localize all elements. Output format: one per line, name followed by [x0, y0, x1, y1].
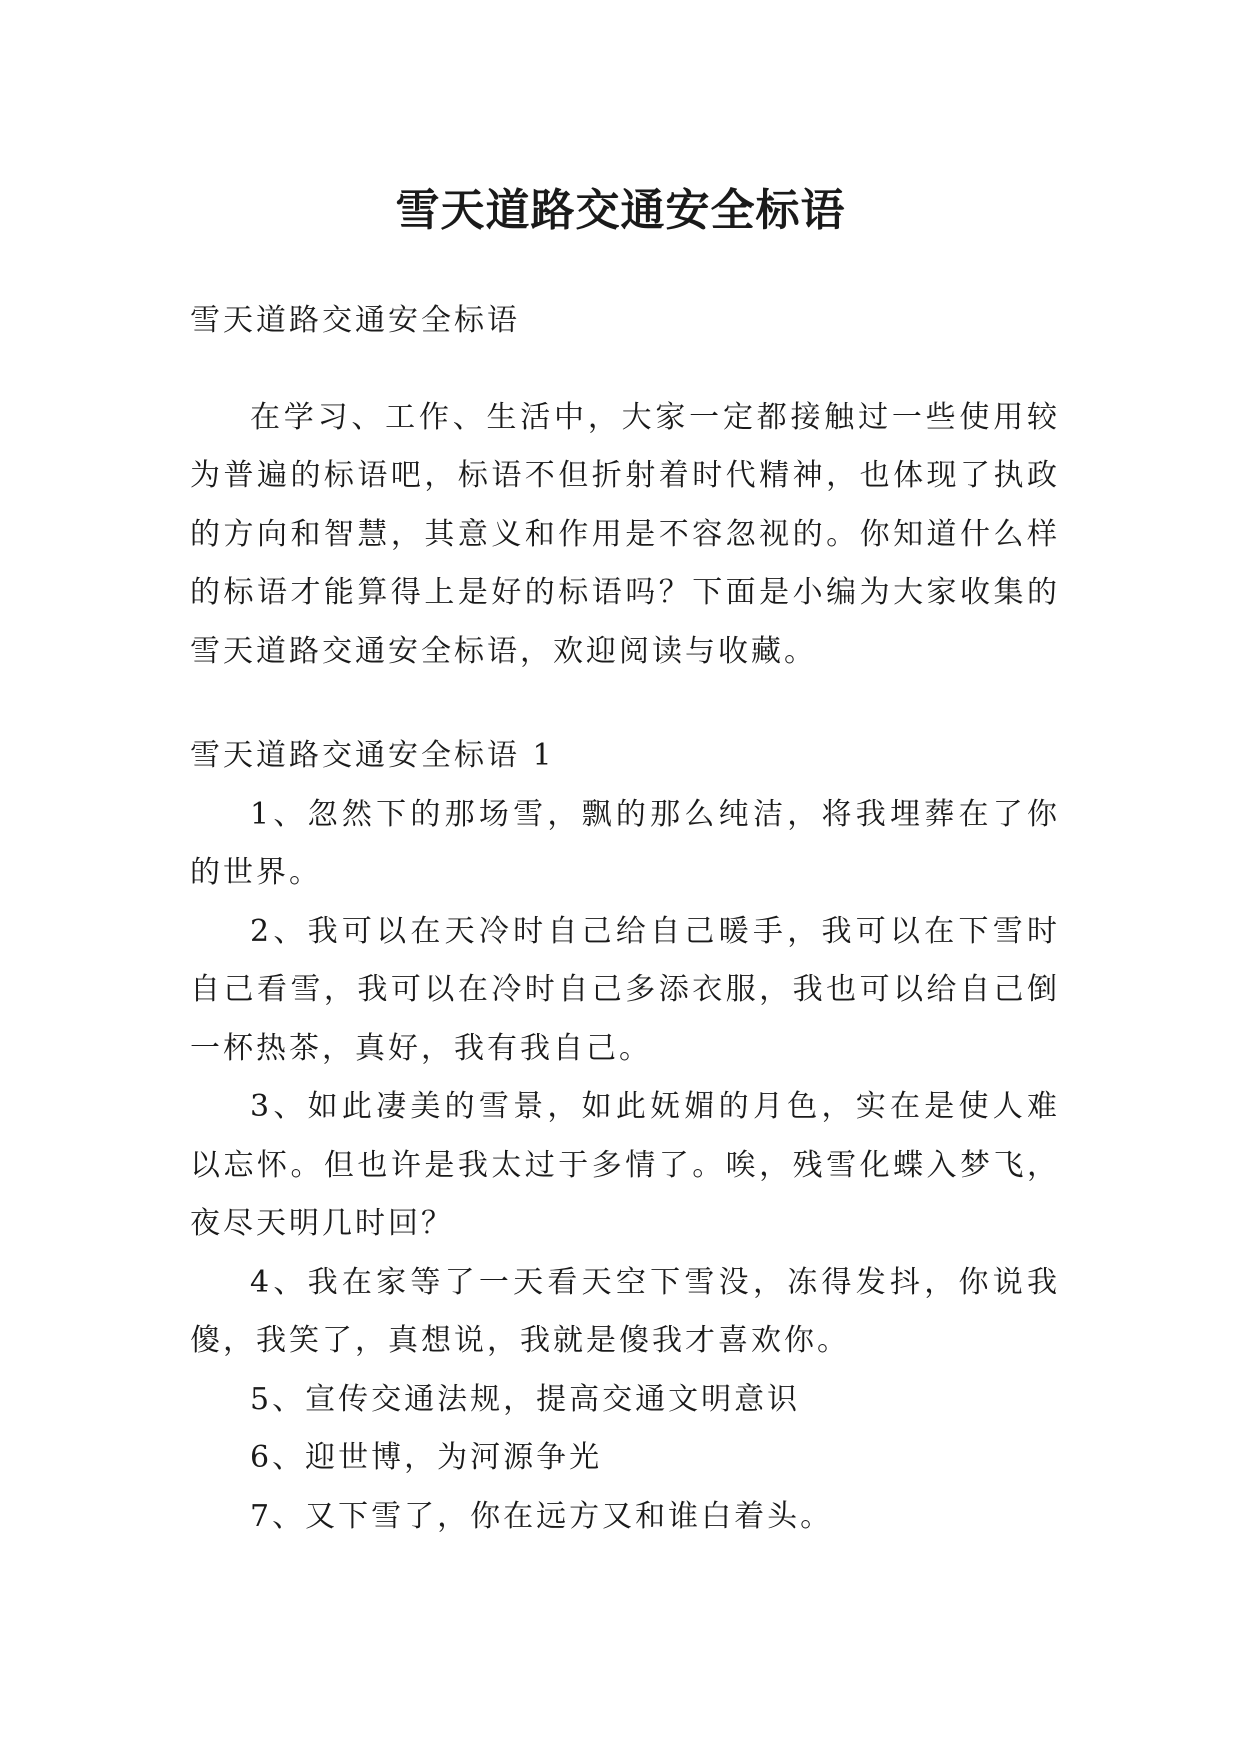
slogan-item-2: 2、我可以在天冷时自己给自己暖手，我可以在下雪时自己看雪，我可以在冷时自己多添衣服，我也可以给自己倒一杯热茶，真好，我有我自己。: [190, 913, 1060, 1066]
slogan-item-6: 6、迎世博，为河源争光: [250, 1440, 603, 1475]
slogan-item-3: 3、如此凄美的雪景，如此妩媚的月色，实在是使人难以忘怀。但也许是我太过于多情了。唉，残雪化蝶入梦飞，夜尽天明几时回？: [190, 1089, 1060, 1241]
slogan-item-5: 5、宣传交通法规，提高交通文明意识: [250, 1381, 801, 1417]
section-heading: 雪天道路交通安全标语 1: [190, 738, 555, 773]
slogan-item-4: 4、我在家等了一天看天空下雪没，冻得发抖，你说我傻，我笑了，真想说，我就是傻我才喜欢你。: [190, 1264, 1060, 1358]
slogan-item-1: 1、忽然下的那场雪，飘的那么纯洁，将我埋葬在了你的世界。: [190, 796, 1060, 890]
document-body: [190, 292, 1060, 1546]
slogan-list: [190, 786, 1060, 1547]
document-title: 雪天道路交通安全标语: [395, 185, 846, 237]
slogan-item-7: 7、又下雪了，你在远方又和谁白着头。: [250, 1498, 834, 1534]
intro-paragraph: 在学习、工作、生活中，大家一定都接触过一些使用较为普遍的标语吧，标语不但折射着时代精神，也体现了执政的方向和智慧，其意义和作用是不容忽视的。你知道什么样的标语才能算得上是好的标语吗？下面是小编为大家收集的雪天道路交通安全标语，欢迎阅读与收藏。: [190, 399, 1060, 669]
document-subtitle: 雪天道路交通安全标语: [190, 303, 520, 338]
